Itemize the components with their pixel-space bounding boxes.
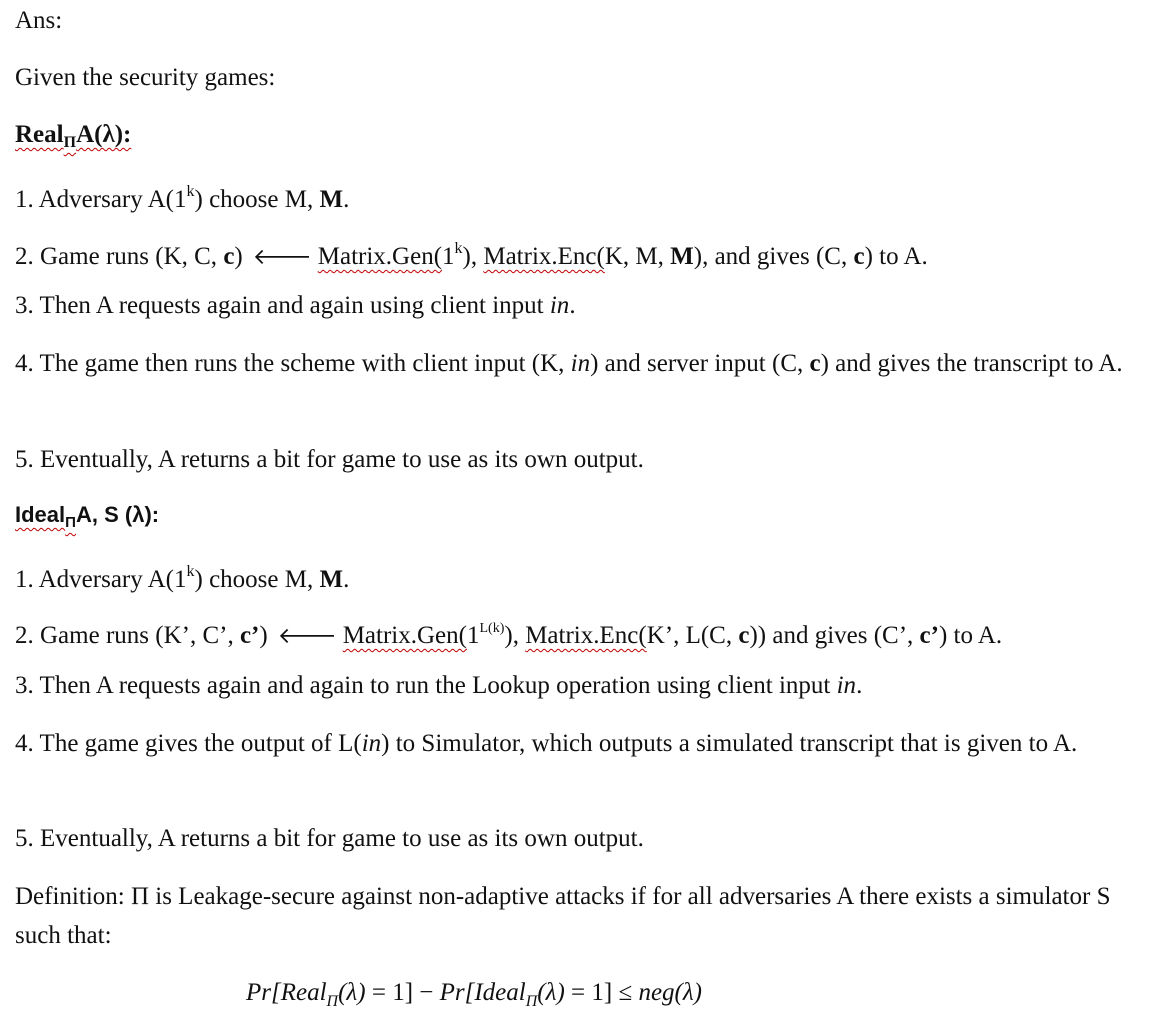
real-game-heading — [15, 116, 131, 162]
intro-text: Given the security games: — [15, 64, 276, 91]
left-arrow-icon: 🡐 — [277, 624, 337, 649]
left-arrow-icon: 🡐 — [252, 245, 312, 270]
real-step-1: 1. Adversary A(1$^k$) choose M, M. — [15, 183, 350, 213]
ideal-step-1: 1. Adversary A(1$^k$) choose M, M. — [15, 563, 350, 593]
security-formula: Pr[Real$_\Pi$(λ) = 1] − Pr[Ideal$_\Pi$(λ) = 1] ≤ neg(λ) — [246, 979, 703, 1010]
ideal-heading-suffix: A, S (λ): — [75, 502, 160, 527]
ideal-heading-prefix: Ideal — [15, 502, 66, 527]
ideal-step-5: 5. Eventually, A returns a bit for game to use as its own output. — [15, 825, 644, 852]
ideal-game-heading — [15, 496, 159, 542]
real-heading-suffix: A(λ): — [76, 121, 132, 148]
real-step-3: 3. Then A requests again and again using client input in. — [15, 292, 576, 319]
real-heading-prefix: Real — [15, 121, 64, 148]
real-step-5: 5. Eventually, A returns a bit for game to use as its own output. — [15, 446, 644, 473]
real-step-4: 4. The game then runs the scheme with client input (K, in) and server input (C, c) and gives the transcript to A. — [15, 350, 1123, 377]
answer-label: Ans: — [15, 7, 63, 34]
ideal-step-4: 4. The game gives the output of L(in) to Simulator, which outputs a simulated transcript that is given to A. — [15, 730, 1078, 757]
real-step-2: 2. Game runs (K, C, c) 🡐 Matrix.Gen(1$^k$), Matrix.Enc(K, M, M), and gives (C, c) to A. — [15, 240, 928, 270]
real-heading-sub: Π — [63, 134, 77, 151]
ideal-heading-sub: Π — [65, 514, 76, 531]
ideal-step-2: 2. Game runs (K’, C’, c’) 🡐 $Matrix.Gen(1^{L(k)})$, Matrix.Enc(K’, L(C, c)) and gives (C’, c’) to A. — [15, 621, 1003, 649]
definition-text: Definition: Π is Leakage-secure against non-adaptive attacks if for all adversaries A there exists a simulator S such that: — [15, 883, 1111, 949]
ideal-step-3: 3. Then A requests again and again to run the Lookup operation using client input in. — [15, 672, 863, 699]
